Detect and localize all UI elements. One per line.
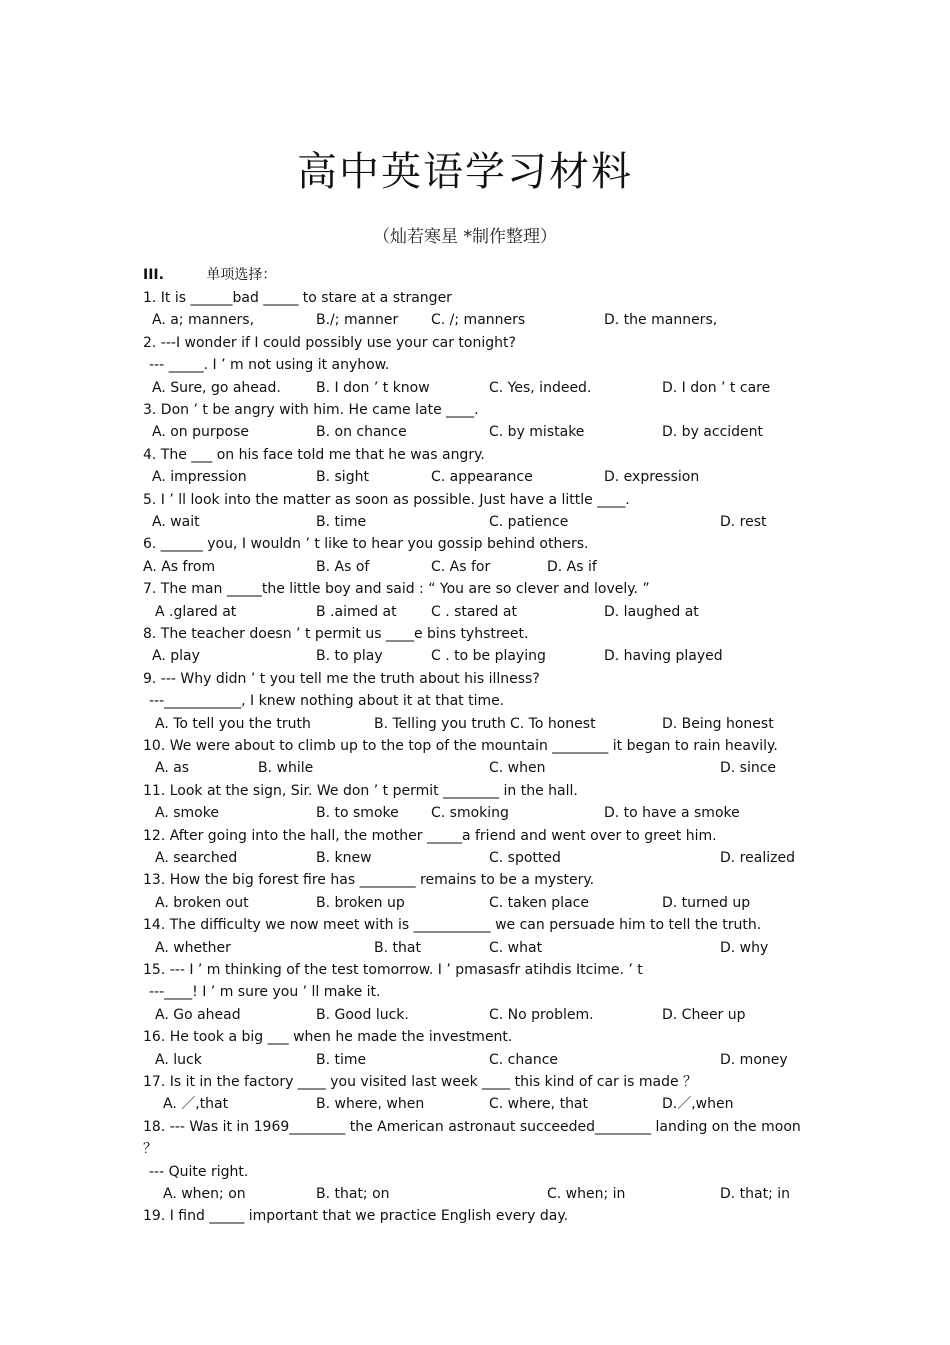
option-b: B. while [258,760,314,777]
option-c: C. No problem. [489,1006,594,1023]
option-c: C. what [489,939,543,956]
option-d: D. realized [720,849,795,866]
question-stem: 5. I ’ ll look into the matter as soon as possible. Just have a little ____. [143,491,630,508]
option-d: D. I don ’ t care [662,379,771,396]
question-stem: 4. The ___ on his face told me that he was angry. [143,446,485,463]
question-stem: 14. The difficulty we now meet with is ___________ we can persuade him to tell the truth. [143,917,762,934]
option-c: C. appearance [431,469,533,486]
question-item [143,1116,823,1206]
option-b: B. broken up [316,894,405,911]
option-a: A. whether [155,939,231,956]
option-a: A. wait [152,514,200,530]
option-d: D. the manners, [604,312,718,329]
options-row [143,802,823,824]
options-row [143,847,823,869]
question-list [143,287,823,1228]
question-item [143,623,823,668]
option-b: B. to play [316,648,383,665]
question-item [143,399,823,444]
option-b: B. time [316,1051,367,1068]
option-a: A. ／,that [163,1096,229,1113]
question-stem: 15. --- I ’ m thinking of the test tomorrow. I ’ pmasasfr atihdis Itcime. ’ t [143,961,643,978]
option-a: A. play [152,648,200,665]
options-row [143,466,823,488]
option-d: D. rest [720,514,767,530]
question-item [143,780,823,825]
option-b: B. time [316,514,367,530]
question-stem: 19. I find _____ important that we practice English every day. [143,1208,569,1225]
option-b: B .aimed at [316,603,397,620]
option-d: D. money [720,1051,788,1068]
options-row [143,1093,823,1115]
option-b: B. where, when [316,1096,425,1113]
question-stem: 8. The teacher doesn ’ t permit us ____e bins tyhstreet. [143,625,529,642]
question-item [143,332,823,399]
options-row [143,421,823,443]
option-a: A. a; manners, [152,312,255,329]
dialogue-reply: --- Quite right. [149,1163,249,1180]
option-b: B. Good luck. [316,1006,409,1023]
question-item [143,735,823,780]
question-stem: 3. Don ’ t be angry with him. He came late ____. [143,402,479,418]
option-d: D.／,when [662,1096,734,1113]
dialogue-reply: --- _____. I ’ m not using it anyhow. [149,357,390,374]
option-a: A. Sure, go ahead. [152,379,281,396]
option-b: B. As of [316,558,370,575]
question-stem: 16. He took a big ___ when he made the investment. [143,1029,513,1046]
question-item [143,489,823,534]
option-c: C. when; in [547,1185,626,1202]
option-c: C. taken place [489,894,589,911]
option-d: D. turned up [662,894,751,911]
option-a: A. As from [143,558,216,575]
option-c: C. /; manners [431,312,526,329]
option-c: C. chance [489,1051,559,1068]
options-row [143,511,823,533]
question-item [143,1026,823,1071]
question-stem: 17. Is it in the factory ____ you visited last week ____ this kind of car is made ？ [143,1073,698,1090]
options-row [143,645,823,667]
option-a: A. as [155,760,190,777]
option-b: B. sight [316,469,369,486]
option-c: C. smoking [431,805,509,822]
option-a: A. luck [155,1051,202,1068]
option-c: C. spotted [489,849,561,866]
option-a: A. smoke [155,805,219,822]
option-b: B. that [374,939,421,956]
question-item [143,578,823,623]
question-stem: 6. ______ you, I wouldn ’ t like to hear you gossip behind others. [143,536,589,553]
option-b: B. to smoke [316,805,399,822]
option-a: A .glared at [155,603,237,620]
option-d: D. that; in [720,1185,791,1202]
options-row [143,377,823,399]
question-stem: 13. How the big forest fire has ________ remains to be a mystery. [143,872,595,889]
option-c: C. Yes, indeed. [489,379,592,396]
option-d: D. since [720,760,777,777]
option-c: C . to be playing [431,648,546,665]
option-a: A. Go ahead [155,1006,241,1023]
question-stem-continued: ？ [143,1141,157,1158]
option-d: D. why [720,939,769,956]
option-c: C. where, that [489,1096,589,1113]
dialogue-reply: ---____! I ’ m sure you ’ ll make it. [149,984,381,1001]
question-stem: 1. It is ______bad _____ to stare at a stranger [143,290,452,306]
option-a: A. searched [155,849,238,866]
page-title: 高中英语学习材料 [297,149,633,195]
option-d: D. Being honest [662,715,774,732]
option-b: B. on chance [316,424,407,441]
options-row [143,556,823,578]
options-row [143,757,823,779]
option-c: C. when [489,760,546,777]
question-item [143,533,823,578]
question-item [143,1205,823,1227]
options-row [143,309,823,331]
options-row [143,1183,823,1205]
option-b: B. I don ’ t know [316,379,430,396]
page-subtitle: （灿若寒星 *制作整理） [373,227,557,247]
question-stem: 12. After going into the hall, the mother _____a friend and went over to greet him. [143,827,717,844]
question-item [143,959,823,1026]
option-d: D. Cheer up [662,1006,746,1023]
option-b: B. that; on [316,1185,390,1202]
option-a: A. when; on [163,1185,246,1202]
dialogue-reply: ---___________, I knew nothing about it at that time. [149,693,505,710]
options-row [143,601,823,623]
section-label: 单项选择： [206,267,277,283]
option-a: A. broken out [155,894,249,911]
question-item [143,869,823,914]
question-item [143,444,823,489]
options-row [143,1049,823,1071]
option-a: A. To tell you the truth [155,715,311,732]
option-c: C. patience [489,514,569,530]
option-a: A. impression [152,469,247,486]
option-d: D. having played [604,648,723,665]
option-b: B./; manner [316,312,399,329]
question-item [143,1071,823,1116]
question-stem: 10. We were about to climb up to the top of the mountain ________ it began to rain heavily. [143,737,778,754]
question-stem: 7. The man _____the little boy and said : “ You are so clever and lovely. ” [143,581,650,598]
question-item [143,287,823,332]
question-stem: 9. --- Why didn ’ t you tell me the truth about his illness? [143,670,540,687]
section-heading [143,264,276,284]
section-number: III. [143,267,164,283]
option-c: C. by mistake [489,424,585,441]
option-d: D. laughed at [604,603,699,620]
options-row [143,1004,823,1026]
question-stem: 2. ---I wonder if I could possibly use your car tonight? [143,334,516,351]
option-b: B. knew [316,849,372,866]
option-c: C. To honest [510,715,596,732]
question-item [143,825,823,870]
question-item [143,914,823,959]
option-c: C. As for [431,558,491,575]
question-stem: 11. Look at the sign, Sir. We don ’ t permit ________ in the hall. [143,782,578,799]
question-stem: 18. --- Was it in 1969________ the American astronaut succeeded________ landing on the moon [143,1118,801,1135]
option-d: D. to have a smoke [604,805,740,822]
options-row [143,937,823,959]
options-row [143,713,823,735]
question-item [143,668,823,735]
option-d: D. As if [547,558,597,575]
option-c: C . stared at [431,603,517,620]
option-d: D. by accident [662,424,764,441]
option-b: B. Telling you truth [374,715,506,732]
options-row [143,892,823,914]
option-a: A. on purpose [152,424,249,441]
option-d: D. expression [604,469,700,486]
